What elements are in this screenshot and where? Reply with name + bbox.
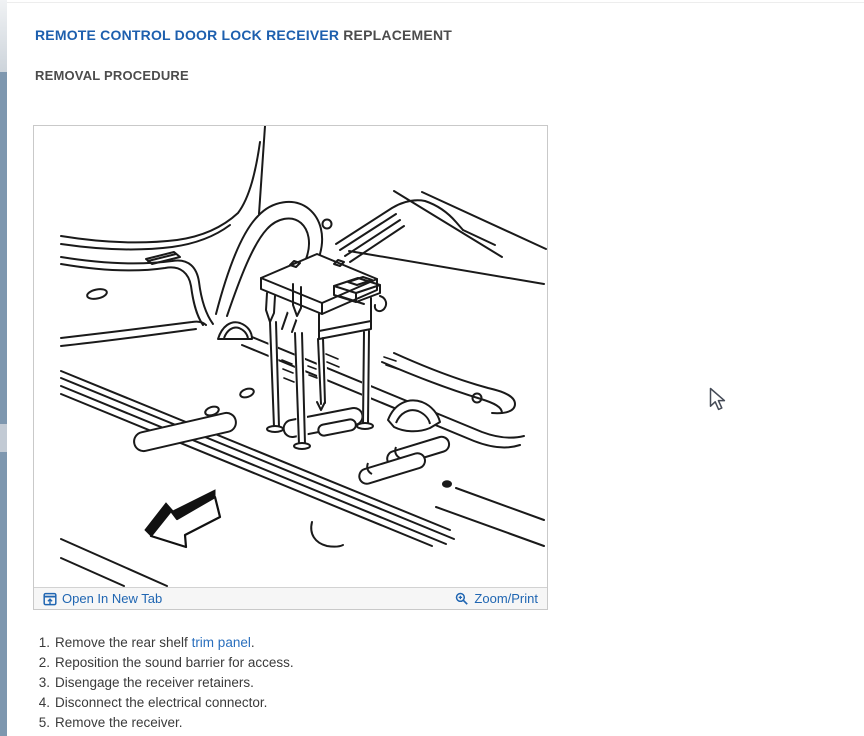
step-2 <box>36 653 294 673</box>
open-in-new-tab-label: Open In New Tab <box>62 591 163 606</box>
step-number: 5. <box>38 715 50 730</box>
step-4 <box>36 693 294 713</box>
left-edge-strip-top <box>0 0 7 72</box>
left-edge-strip-thumb <box>0 424 7 452</box>
section-heading: REMOVAL PROCEDURE <box>35 68 189 83</box>
step-text: Disconnect the electrical connector. <box>55 695 268 710</box>
step-number: 1. <box>38 635 50 650</box>
figure-toolbar <box>34 587 547 609</box>
step-5 <box>36 713 294 733</box>
page-title-topic: REMOTE CONTROL DOOR LOCK RECEIVER <box>35 27 340 43</box>
step-1 <box>36 633 294 653</box>
step-number: 2. <box>38 655 50 670</box>
page-title-action: REPLACEMENT <box>343 27 453 43</box>
zoom-in-magnifier-icon <box>455 592 469 606</box>
left-edge-panel-strip[interactable] <box>0 0 7 736</box>
step-text: Disengage the receiver retainers. <box>55 675 254 690</box>
step-text: Remove the receiver. <box>55 715 183 730</box>
open-in-new-tab-icon <box>43 592 57 606</box>
zoom-print-label: Zoom/Print <box>474 591 538 606</box>
technical-illustration <box>34 126 547 587</box>
step-number: 4. <box>38 695 50 710</box>
procedure-steps <box>36 633 294 733</box>
page-top-divider <box>7 2 864 3</box>
step-text: Reposition the sound barrier for access. <box>55 655 294 670</box>
direction-arrow <box>145 490 220 547</box>
step-text: Remove the rear shelf trim panel. <box>55 635 255 650</box>
step-number: 3. <box>38 675 50 690</box>
open-in-new-tab-link[interactable] <box>43 591 162 606</box>
page-title <box>35 27 452 43</box>
mouse-cursor-arrow <box>709 387 726 412</box>
trim-panel-link[interactable]: trim panel <box>191 635 251 650</box>
step-3 <box>36 673 294 693</box>
zoom-print-link[interactable] <box>455 591 538 606</box>
illustration-frame <box>33 125 548 610</box>
